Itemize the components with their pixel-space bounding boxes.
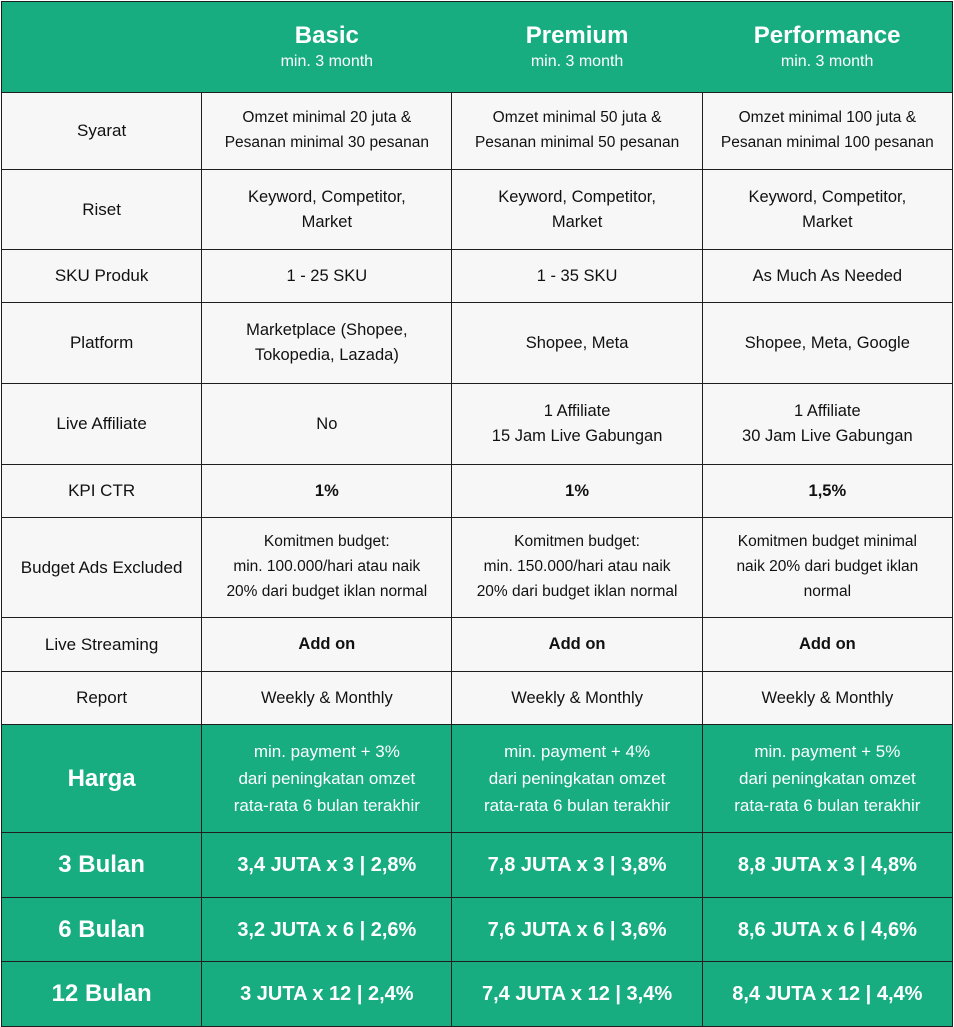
- cell-line: min. payment + 3%: [253, 741, 400, 761]
- row-label: Live Affiliate: [2, 384, 202, 465]
- cell-performance: Add on: [702, 618, 952, 672]
- row-label: 6 Bulan: [2, 898, 202, 962]
- cell-premium: [452, 303, 702, 384]
- cell-line: dari peningkatan omzet: [238, 768, 416, 788]
- cell-line: Pesanan minimal 30 pesanan: [224, 134, 429, 151]
- row-label: 12 Bulan: [2, 962, 202, 1027]
- cell-performance: Weekly & Monthly: [702, 672, 952, 725]
- cell-basic: Add on: [202, 618, 452, 672]
- cell-line: min. 150.000/hari atau naik: [483, 558, 671, 576]
- cell-premium: [452, 518, 702, 618]
- cell-line: Tokopedia, Lazada): [254, 346, 399, 364]
- cell-performance: 8,6 JUTA x 6 | 4,6%: [702, 898, 952, 962]
- cell-line: 15 Jam Live Gabungan: [491, 427, 663, 445]
- cell-performance: 1,5%: [702, 465, 952, 518]
- cell-line: No: [316, 414, 338, 433]
- row-label: KPI CTR: [2, 465, 202, 518]
- cell-line: Keyword, Competitor,: [247, 187, 406, 206]
- cell-line: min. payment + 5%: [754, 741, 901, 761]
- row-kpi-ctr: [2, 465, 953, 518]
- cell-line: Shopee, Meta: [525, 333, 629, 352]
- plan-min-duration: min. 3 month: [280, 53, 374, 71]
- cell-premium: [452, 170, 702, 250]
- cell-performance: 8,4 JUTA x 12 | 4,4%: [702, 962, 952, 1027]
- cell-basic: [202, 725, 452, 833]
- cell-line: Keyword, Competitor,: [498, 187, 656, 206]
- cell-line: Market: [301, 212, 353, 231]
- cell-line: Omzet minimal 100 juta &: [738, 109, 917, 127]
- cell-basic: 3 JUTA x 12 | 2,4%: [202, 962, 452, 1027]
- cell-premium: 1%: [452, 465, 702, 518]
- cell-line: Omzet minimal 20 juta &: [242, 109, 412, 127]
- cell-line: Market: [551, 212, 603, 231]
- cell-line: Pesanan minimal 100 pesanan: [720, 134, 934, 151]
- cell-line: Market: [802, 212, 853, 231]
- cell-line: 20% dari budget iklan normal: [476, 582, 678, 600]
- row-label: Report: [2, 672, 202, 725]
- cell-line: min. 100.000/hari atau naik: [233, 558, 421, 576]
- cell-line: rata-rata 6 bulan terakhir: [484, 796, 671, 816]
- row-label: Harga: [2, 725, 202, 833]
- cell-line: naik 20% dari budget iklan: [736, 558, 919, 576]
- cell-basic: [202, 518, 452, 618]
- cell-performance: [702, 518, 952, 618]
- cell-line: min. payment + 4%: [504, 741, 651, 761]
- row-12-bulan: [2, 962, 953, 1027]
- cell-basic: Weekly & Monthly: [202, 672, 452, 725]
- cell-basic: 1%: [202, 465, 452, 518]
- cell-line: normal: [803, 582, 852, 600]
- cell-premium: 7,4 JUTA x 12 | 3,4%: [452, 962, 702, 1027]
- row-platform: [2, 303, 953, 384]
- cell-line: Shopee, Meta, Google: [744, 333, 910, 352]
- row-riset: [2, 170, 953, 250]
- cell-performance: [702, 384, 952, 465]
- row-label: Live Streaming: [2, 618, 202, 672]
- cell-basic: [202, 384, 452, 465]
- row-sku-produk: [2, 250, 953, 303]
- row-report: [2, 672, 953, 725]
- plan-header-performance: [702, 2, 952, 93]
- row-6-bulan: [2, 898, 953, 962]
- plan-header-row: [2, 2, 953, 93]
- row-label: Riset: [2, 170, 202, 250]
- cell-line: 20% dari budget iklan normal: [226, 582, 428, 600]
- plan-header-premium: [452, 2, 702, 93]
- cell-line: 1 Affiliate: [794, 402, 861, 421]
- plan-name: Performance: [753, 22, 901, 50]
- plan-min-duration: min. 3 month: [780, 53, 874, 71]
- cell-line: Omzet minimal 50 juta &: [492, 109, 662, 127]
- cell-line: dari peningkatan omzet: [488, 768, 666, 788]
- row-harga: [2, 725, 953, 833]
- cell-basic: [202, 303, 452, 384]
- cell-line: dari peningkatan omzet: [738, 768, 916, 788]
- cell-performance: [702, 170, 952, 250]
- row-budget-ads-excluded: [2, 518, 953, 618]
- cell-line: Marketplace (Shopee,: [246, 321, 408, 340]
- cell-premium: 7,8 JUTA x 3 | 3,8%: [452, 833, 702, 898]
- row-label: 3 Bulan: [2, 833, 202, 898]
- cell-line: Komitmen budget:: [514, 533, 640, 551]
- cell-performance: [702, 303, 952, 384]
- row-label: Budget Ads Excluded: [2, 518, 202, 618]
- cell-premium: Add on: [452, 618, 702, 672]
- pricing-table: [1, 1, 953, 1027]
- cell-line: Pesanan minimal 50 pesanan: [474, 134, 680, 151]
- cell-premium: Weekly & Monthly: [452, 672, 702, 725]
- row-live-streaming: [2, 618, 953, 672]
- cell-line: Komitmen budget:: [263, 533, 390, 551]
- plan-min-duration: min. 3 month: [530, 53, 624, 71]
- row-syarat: [2, 93, 953, 170]
- cell-premium: 1 - 35 SKU: [452, 250, 702, 303]
- header-corner-cell: [2, 2, 202, 93]
- cell-line: Keyword, Competitor,: [748, 187, 907, 206]
- cell-premium: 7,6 JUTA x 6 | 3,6%: [452, 898, 702, 962]
- row-label: SKU Produk: [2, 250, 202, 303]
- plan-header-basic: [202, 2, 452, 93]
- cell-line: rata-rata 6 bulan terakhir: [233, 796, 420, 816]
- cell-line: 30 Jam Live Gabungan: [742, 427, 913, 445]
- cell-basic: 1 - 25 SKU: [202, 250, 452, 303]
- cell-performance: As Much As Needed: [702, 250, 952, 303]
- row-label: Platform: [2, 303, 202, 384]
- cell-basic: 3,4 JUTA x 3 | 2,8%: [202, 833, 452, 898]
- cell-premium: [452, 384, 702, 465]
- plan-name: Basic: [294, 22, 359, 50]
- cell-premium: [452, 725, 702, 833]
- cell-basic: 3,2 JUTA x 6 | 2,6%: [202, 898, 452, 962]
- cell-line: Komitmen budget minimal: [737, 533, 917, 551]
- cell-line: rata-rata 6 bulan terakhir: [734, 796, 921, 816]
- cell-line: 1 Affiliate: [543, 402, 611, 421]
- plan-name: Premium: [525, 22, 629, 50]
- cell-basic: [202, 170, 452, 250]
- cell-premium: [452, 93, 702, 170]
- cell-performance: [702, 93, 952, 170]
- row-label: Syarat: [2, 93, 202, 170]
- cell-performance: [702, 725, 952, 833]
- cell-performance: 8,8 JUTA x 3 | 4,8%: [702, 833, 952, 898]
- row-3-bulan: [2, 833, 953, 898]
- cell-basic: [202, 93, 452, 170]
- row-live-affiliate: [2, 384, 953, 465]
